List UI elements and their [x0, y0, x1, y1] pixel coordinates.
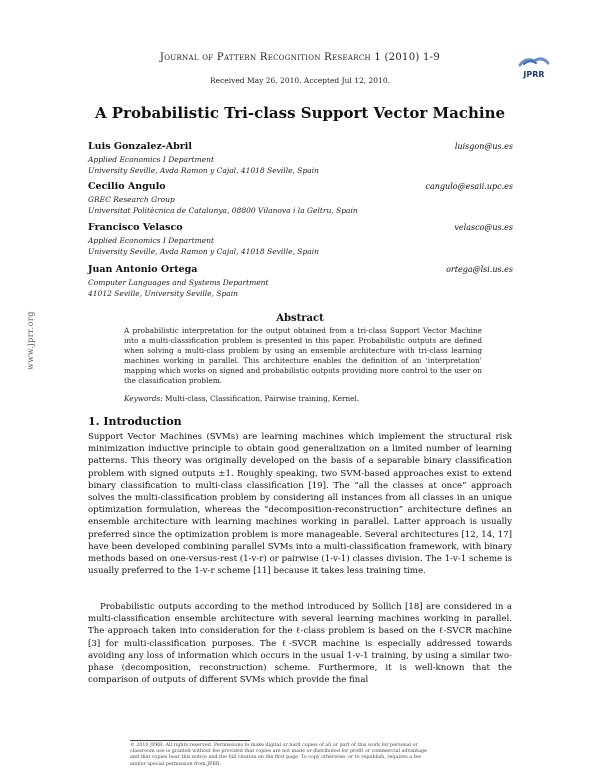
sidebar-url[interactable]: www.jprr.org: [26, 311, 35, 370]
keywords-list: Multi-class, Classification, Pairwise training, Kernel.: [165, 394, 360, 403]
copyright-footer: © 2010 JPRR. All rights reserved. Permissions to make digital or hard copies of all or part of this work for personal or classroom use is granted without fee provided that copies are not made or distributed for profit or commercial advantage and that copies bear this notice and the full citation on the first page. To copy otherwise, or to republish, requires a fee and/or special permission from JPRR.: [130, 743, 427, 767]
logo-text: JPRR: [523, 70, 545, 79]
author-affiliation-line: University Seville, Avda Ramon y Cajal, 41018 Seville, Spain: [88, 247, 319, 256]
keywords-label: Keywords:: [124, 394, 163, 403]
author-name: Francisco Velasco: [88, 222, 183, 233]
abstract-text: A probabilistic interpretation for the output obtained from a tri-class Support Vector Machine into a multi-classification problem is presented in this paper. Probabilistic outputs are defined when solving a multi-class problem by using an ensemble architecture with tri-class learning machines working in parallel. This architecture enables the definition of an ‘interpretation’ mapping which works on signed and probabilistic outputs providing more control to the user on the classification problem.: [124, 326, 482, 385]
author-email[interactable]: ortega@lsi.us.es: [446, 265, 513, 274]
author-email[interactable]: velasco@us.es: [454, 223, 513, 232]
author-name: Juan Antonio Ortega: [88, 264, 198, 275]
section-heading: 1. Introduction: [88, 415, 182, 428]
author-affiliation-line: GREC Research Group: [88, 195, 175, 204]
author-affiliation-line: Universitat Politècnica de Catalunya, 08800 Vilanova i la Geltru, Spain: [88, 206, 358, 215]
received-date: Received May 26, 2010. Accepted Jul 12, 2010.: [209, 76, 391, 85]
author-affiliation-line: Applied Economics I Department: [88, 155, 214, 164]
body-paragraph: Probabilistic outputs according to the method introduced by Sollich [18] are considered in a multi-classification ensemble architecture with several learning machines working in parallel. The approach taken into consideration for the ℓ-class problem is based on the ℓ-SVCR machine [3] for multi-classification purposes. The ℓ-SVCR machine is especially addressed towards avoiding any loss of information which occurs in the usual 1-v-1 training, by using a similar two-phase (decomposition, reconstruction) scheme. Furthermore, it is well-known that the comparison of outputs of different SVMs which provide the final: [88, 602, 512, 686]
keywords: [124, 394, 482, 403]
abstract-heading: Abstract: [276, 313, 324, 324]
author-affiliation-line: University Seville, Avda Ramon y Cajal, 41018 Seville, Spain: [88, 166, 319, 175]
author-name: Cecilio Angulo: [88, 181, 166, 192]
body-paragraph: Support Vector Machines (SVMs) are learning machines which implement the structural risk minimization inductive principle to obtain good generalization on a limited number of learning patterns. This theory was originally developed on the basis of a separable binary classification problem with signed outputs ±1. Roughly speaking, two SVM-based approaches exist to extend binary classification to multi-class classification [19]. The “all the classes at once” approach solves the multi-classification problem by considering all instances from all classes in an unique optimization formulation, whereas the “decomposition-reconstruction” architecture defines an ensemble architecture with learning machines working in parallel. Latter approach is usually preferred since the optimization problem is more manageable. Several architectures [12, 14, 17] have been developed combining parallel SVMs into a multi-classification framework, with binary methods based on one-versus-rest (1-v-r) or pairwise (1-v-1) classes division. The 1-v-1 scheme is usually preferred to the 1-v-r scheme [11] because it takes less training time.: [88, 432, 512, 577]
author-affiliation-line: 41012 Seville, University Seville, Spain: [88, 289, 239, 298]
author-affiliation-line: Computer Languages and Systems Department: [88, 278, 269, 287]
paper-title: A Probabilistic Tri-class Support Vector Machine: [94, 104, 506, 122]
author-affiliation-line: Applied Economics I Department: [88, 236, 214, 245]
author-email[interactable]: cangulo@esaii.upc.es: [425, 182, 513, 191]
footer-divider: [130, 740, 250, 741]
journal-header: Journal of Pattern Recognition Research 1 (2010) 1-9: [159, 52, 441, 63]
author-name: Luis Gonzalez-Abril: [88, 141, 192, 152]
author-email[interactable]: luisgon@us.es: [454, 142, 513, 151]
